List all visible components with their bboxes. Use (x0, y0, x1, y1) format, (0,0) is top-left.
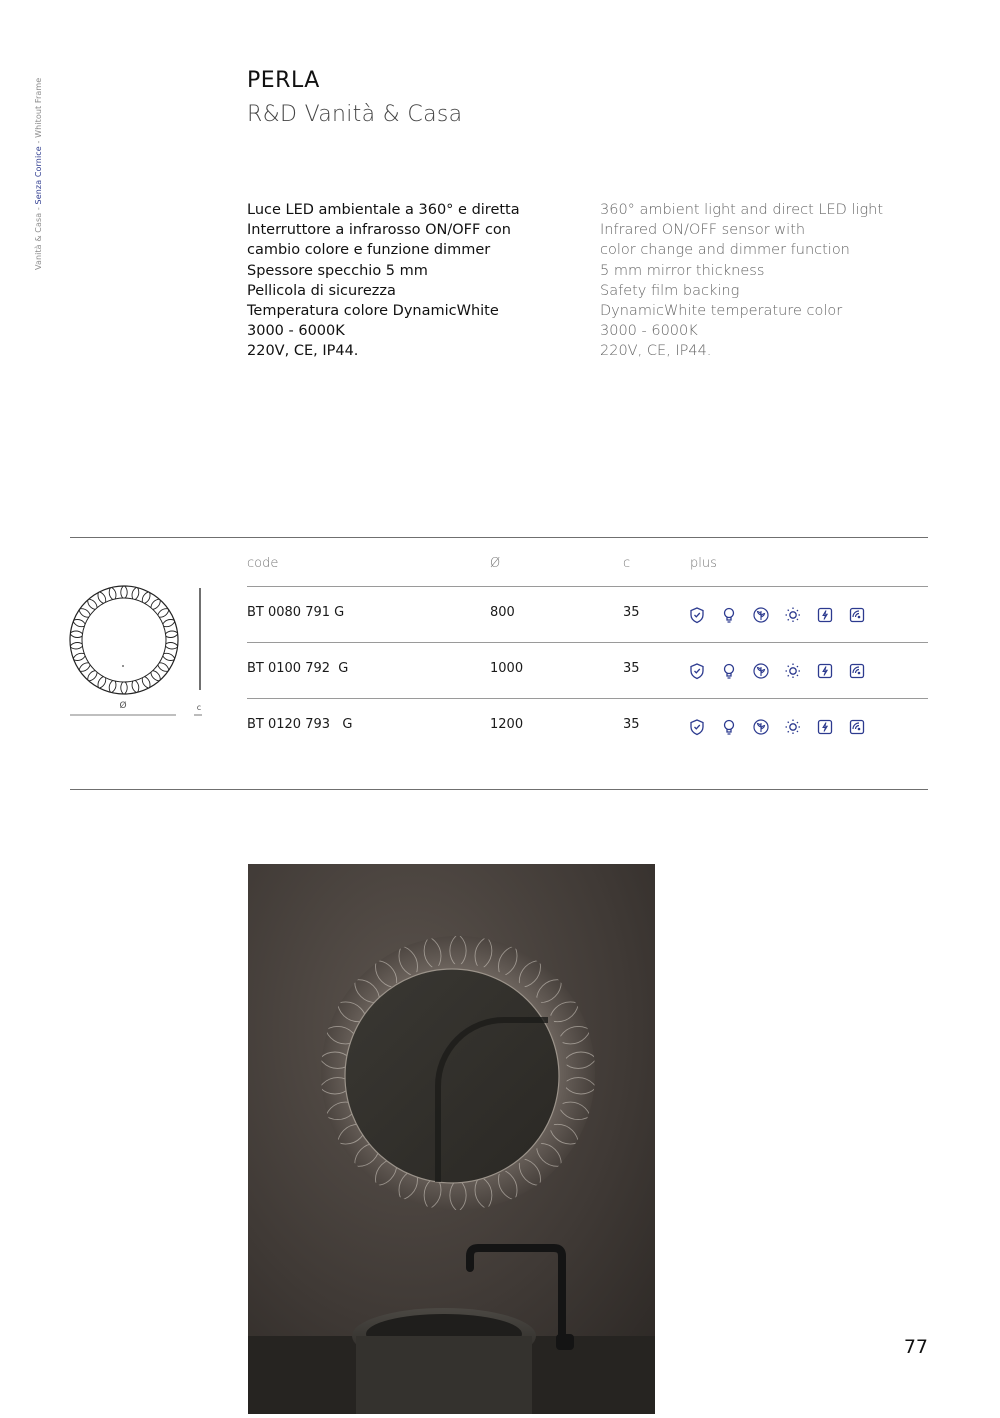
row-diameter: 1000 (490, 661, 524, 676)
diameter-label: Ø (119, 701, 127, 711)
product-photo (248, 864, 655, 1414)
header-c: c (623, 556, 631, 571)
technical-drawing (66, 582, 211, 726)
side-label-part2: Senza Cornice (34, 146, 43, 205)
bulb-icon (720, 718, 738, 736)
row-plus-icons (688, 606, 866, 624)
desc-it-line: Interruttore a infrarosso ON/OFF con (247, 222, 511, 239)
table-top-rule (70, 537, 928, 538)
desc-en-line: 220V, CE, IP44. (600, 343, 712, 360)
desc-it-line: Temperatura colore DynamicWhite (247, 303, 499, 320)
shield-icon (688, 662, 706, 680)
power-icon (816, 662, 834, 680)
row-c: 35 (623, 661, 640, 676)
mirror-inner-circle (82, 598, 166, 682)
bulb-icon (720, 606, 738, 624)
desc-en-line: 3000 - 6000K (600, 323, 698, 340)
desc-it-line: 220V, CE, IP44. (247, 343, 359, 360)
product-photo-svg (248, 864, 655, 1414)
c-label: c (196, 703, 202, 712)
basin-body (356, 1336, 532, 1414)
side-label-part1: Vanità & Casa - (34, 204, 43, 270)
row-divider (247, 698, 928, 699)
dimmer-sun-icon (784, 606, 802, 624)
mirror-disc (345, 969, 559, 1183)
product-title: PERLA (247, 68, 320, 93)
dimmer-sun-icon (784, 662, 802, 680)
product-subtitle: R&D Vanità & Casa (247, 102, 463, 127)
dimmer-sun-icon (784, 718, 802, 736)
mirror-drawing-svg (66, 582, 211, 722)
section-side-label (34, 78, 43, 270)
row-code: BT 0080 791 G (247, 605, 345, 620)
eco-leaf-icon (752, 718, 770, 736)
header-plus: plus (690, 556, 717, 571)
shield-icon (688, 718, 706, 736)
row-plus-icons (688, 718, 866, 736)
row-c: 35 (623, 605, 640, 620)
desc-it-line: Pellicola di sicurezza (247, 282, 396, 299)
row-code: BT 0120 793 G (247, 717, 353, 732)
shield-icon (688, 606, 706, 624)
row-divider (247, 642, 928, 643)
row-plus-icons (688, 662, 866, 680)
description-english (600, 200, 883, 362)
header-code: code (247, 556, 279, 571)
faucet-handle (556, 1334, 574, 1350)
desc-it-line: Spessore specchio 5 mm (247, 262, 428, 279)
desc-en-line: Infrared ON/OFF sensor with (600, 222, 806, 239)
desc-en-line: 5 mm mirror thickness (600, 262, 765, 279)
sensor-icon (848, 718, 866, 736)
power-icon (816, 718, 834, 736)
mirror-outer-circle (70, 586, 178, 694)
eco-leaf-icon (752, 662, 770, 680)
row-diameter: 1200 (490, 717, 524, 732)
desc-en-line: Safety film backing (600, 282, 740, 299)
sensor-icon (848, 606, 866, 624)
desc-en-line: DynamicWhite temperature color (600, 303, 843, 320)
table-bottom-rule (70, 789, 928, 790)
eco-leaf-icon (752, 606, 770, 624)
side-label-part3: - Whitout Frame (34, 77, 43, 147)
row-c: 35 (623, 717, 640, 732)
header-diameter: Ø (490, 556, 501, 571)
sensor-icon (848, 662, 866, 680)
row-diameter: 800 (490, 605, 515, 620)
header-divider (247, 586, 928, 587)
sensor-dot (122, 665, 124, 667)
bulb-icon (720, 662, 738, 680)
description-italian (247, 200, 520, 362)
desc-it-line: cambio colore e funzione dimmer (247, 242, 491, 259)
desc-en-line: color change and dimmer function (600, 242, 850, 259)
power-icon (816, 606, 834, 624)
row-code: BT 0100 792 G (247, 661, 349, 676)
desc-en-line: 360° ambient light and direct LED light (600, 202, 884, 218)
desc-it-line: 3000 - 6000K (247, 323, 345, 340)
desc-it-line: Luce LED ambientale a 360° e diretta (247, 202, 520, 218)
mirror-lattice-pattern (67, 583, 181, 696)
page-number: 77 (903, 1336, 928, 1358)
